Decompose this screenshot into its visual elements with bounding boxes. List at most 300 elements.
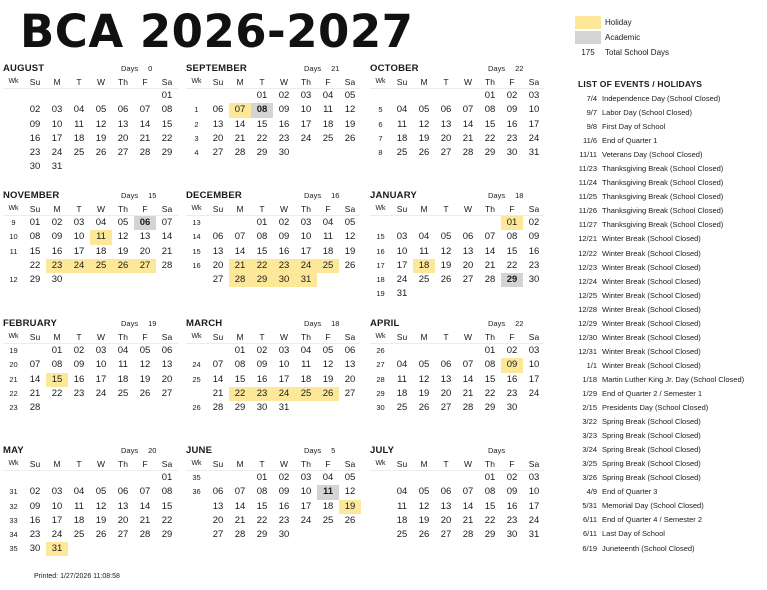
day-cell: 16 [73, 373, 85, 385]
week-number: 16 [376, 246, 385, 256]
event-description: Labor Day (School Closed) [602, 108, 693, 118]
day-cell: 20 [344, 373, 356, 385]
day-header: Sa [156, 202, 178, 216]
day-cell: 07 [161, 217, 173, 229]
event-item [578, 120, 767, 134]
week-number: 7 [378, 133, 383, 143]
week-number: 20 [9, 360, 18, 370]
day-cell: 05 [117, 217, 129, 229]
week-number: 31 [9, 487, 18, 497]
day-cell: 15 [256, 500, 268, 512]
empty-cell [90, 273, 112, 287]
event-description: Thanksgiving Break (School Closed) [602, 178, 724, 188]
day-cell: 08 [484, 486, 496, 498]
month-july [370, 443, 545, 542]
day-cell: 08 [506, 231, 518, 243]
day-cell: 02 [528, 217, 540, 229]
day-cell: 23 [29, 146, 41, 158]
academic-swatch [575, 31, 601, 44]
empty-cell [339, 401, 361, 415]
day-cell: 11 [301, 359, 311, 371]
month-days [488, 446, 515, 455]
day-cell: 14 [139, 118, 151, 130]
event-description: Thanksgiving Break (School Closed) [602, 164, 724, 174]
day-cell: 09 [278, 231, 290, 243]
day-cell: 13 [344, 359, 356, 371]
day-cell: 01 [484, 472, 496, 484]
month-name: MARCH [186, 318, 223, 329]
week-number: 35 [9, 544, 18, 554]
week-number: 28 [376, 374, 385, 384]
day-cell: 14 [234, 245, 246, 257]
event-date: 12/23 [578, 262, 597, 272]
day-cell: 03 [300, 217, 312, 229]
day-cell: 15 [506, 245, 518, 257]
day-header: M [229, 202, 251, 216]
empty-cell [112, 273, 134, 287]
event-date: 1/1 [586, 360, 597, 370]
day-header: Sa [156, 330, 178, 344]
event-description: Winter Break (School Closed) [602, 360, 701, 370]
day-cell: 11 [90, 230, 112, 244]
day-cell: 26 [95, 528, 107, 540]
month-name: NOVEMBER [3, 190, 60, 201]
day-cell: 13 [212, 500, 224, 512]
event-description: Independence Day (School Closed) [602, 94, 721, 103]
day-cell: 08 [51, 359, 63, 371]
day-cell: 24 [300, 514, 312, 526]
event-item [578, 317, 767, 331]
day-cell: 31 [396, 288, 408, 300]
month-days [121, 446, 156, 455]
day-cell: 19 [95, 132, 107, 144]
day-cell: 24 [295, 259, 317, 273]
empty-cell [134, 401, 156, 415]
day-header: Th [479, 202, 501, 216]
month-days [304, 191, 339, 200]
days-count: 21 [331, 64, 340, 73]
day-header: Su [24, 202, 46, 216]
day-cell: 07 [212, 359, 224, 371]
day-cell: 19 [322, 373, 334, 385]
event-date: 11/6 [582, 136, 597, 146]
calendar-title: BCA 2026-2027 [20, 5, 414, 58]
day-cell: 21 [234, 514, 246, 526]
event-item [578, 331, 767, 345]
month-name: APRIL [370, 318, 400, 329]
day-cell: 17 [528, 118, 540, 130]
event-date: 12/22 [578, 248, 597, 258]
day-cell: 26 [344, 259, 356, 271]
day-cell: 18 [73, 132, 85, 144]
week-number: 9 [11, 218, 16, 228]
day-cell: 17 [300, 118, 312, 130]
empty-cell [317, 401, 339, 415]
day-cell: 23 [506, 387, 518, 399]
day-cell: 16 [51, 245, 63, 257]
day-header: Sa [523, 75, 545, 89]
day-header: M [413, 202, 435, 216]
event-description: Winter Break (School Closed) [602, 346, 701, 356]
day-cell: 09 [29, 500, 41, 512]
day-cell: 13 [440, 118, 452, 130]
week-number [186, 89, 207, 103]
day-cell: 08 [256, 486, 268, 498]
week-header: Wk [186, 330, 207, 344]
day-cell: 12 [418, 500, 430, 512]
day-header: F [501, 457, 523, 471]
day-cell: 20 [212, 514, 224, 526]
week-number: 10 [9, 232, 18, 242]
day-cell: 11 [397, 500, 407, 512]
days-count: 16 [331, 191, 340, 200]
event-item [578, 443, 767, 457]
day-header: Th [295, 75, 317, 89]
day-header: Su [24, 457, 46, 471]
day-cell: 21 [484, 259, 496, 271]
empty-cell [317, 528, 339, 542]
week-header: Wk [3, 457, 24, 471]
day-cell: 10 [528, 359, 540, 371]
week-number: 21 [9, 374, 18, 384]
event-description: End of Quarter 4 / Semester 2 [602, 515, 703, 525]
week-number [370, 89, 391, 103]
day-cell: 20 [440, 514, 452, 526]
day-cell: 22 [506, 259, 518, 271]
day-cell: 20 [212, 132, 224, 144]
day-header: W [90, 330, 112, 344]
week-header: Wk [3, 75, 24, 89]
month-grid [186, 330, 361, 415]
month-days [304, 64, 339, 73]
day-cell: 16 [29, 132, 41, 144]
day-cell: 09 [278, 486, 290, 498]
day-cell: 26 [139, 387, 151, 399]
empty-cell [339, 273, 361, 287]
day-cell: 24 [528, 514, 540, 526]
day-cell: 18 [413, 259, 435, 273]
day-cell: 25 [396, 401, 408, 413]
day-cell: 14 [161, 231, 173, 243]
event-description: Martin Luther King Jr. Day (School Closed) [602, 374, 745, 384]
day-header: M [229, 457, 251, 471]
day-header: F [317, 457, 339, 471]
day-cell: 04 [117, 345, 129, 357]
month-days [488, 191, 523, 200]
event-date: 6/11 [582, 515, 597, 525]
day-cell: 26 [418, 146, 430, 158]
day-cell: 15 [256, 245, 268, 257]
event-date: 12/29 [578, 318, 597, 328]
day-cell: 16 [278, 245, 290, 257]
empty-cell [90, 542, 112, 556]
event-date: 12/31 [578, 346, 597, 356]
week-header: Wk [186, 75, 207, 89]
day-header: W [273, 330, 295, 344]
day-header: W [457, 330, 479, 344]
day-cell: 07 [462, 486, 474, 498]
day-cell: 15 [484, 118, 496, 130]
empty-cell [207, 471, 229, 485]
day-cell: 19 [95, 514, 107, 526]
day-cell: 24 [51, 528, 63, 540]
week-header: Wk [3, 202, 24, 216]
day-cell: 15 [161, 118, 173, 130]
day-cell: 21 [462, 387, 474, 399]
day-header: M [229, 330, 251, 344]
empty-cell [391, 344, 413, 358]
event-description: Spring Break (School Closed) [602, 431, 701, 441]
day-cell: 12 [117, 231, 129, 243]
month-november [3, 188, 178, 287]
day-header: T [435, 330, 457, 344]
event-description: Thanksgiving Break (School Closed) [602, 206, 724, 216]
event-item [578, 261, 767, 275]
day-cell: 01 [256, 472, 268, 484]
day-cell: 16 [506, 373, 518, 385]
empty-cell [413, 471, 435, 485]
event-description: Winter Break (School Closed) [602, 234, 701, 244]
week-number: 26 [192, 402, 201, 412]
day-cell: 20 [161, 373, 173, 385]
empty-cell [90, 471, 112, 485]
day-cell: 04 [322, 217, 334, 229]
day-cell: 24 [396, 273, 408, 285]
event-description: Winter Break (School Closed) [602, 276, 701, 286]
day-cell: 18 [73, 514, 85, 526]
day-cell: 04 [418, 231, 430, 243]
day-header: Sa [156, 75, 178, 89]
day-header: M [46, 75, 68, 89]
day-cell: 23 [29, 528, 41, 540]
day-header: M [413, 457, 435, 471]
empty-cell [68, 401, 90, 415]
day-cell: 30 [278, 146, 290, 158]
event-date: 12/28 [578, 304, 597, 314]
day-cell: 07 [139, 486, 151, 498]
month-name: OCTOBER [370, 63, 419, 74]
day-cell: 01 [234, 345, 246, 357]
day-cell: 25 [117, 387, 129, 399]
month-header [3, 443, 178, 457]
event-description: Spring Break (School Closed) [602, 417, 701, 427]
day-cell: 26 [418, 528, 430, 540]
day-cell: 13 [462, 245, 474, 257]
week-number [370, 528, 391, 542]
day-cell: 31 [528, 528, 540, 540]
day-cell: 21 [462, 514, 474, 526]
day-cell: 14 [139, 500, 151, 512]
day-cell: 13 [212, 118, 224, 130]
legend [575, 15, 765, 60]
event-description: Spring Break (School Closed) [602, 459, 701, 469]
week-number: 1 [194, 105, 199, 115]
empty-cell [435, 471, 457, 485]
day-cell: 25 [90, 259, 112, 273]
event-description: Thanksgiving Break (School Closed) [602, 220, 724, 230]
week-number [370, 216, 391, 230]
day-cell: 03 [95, 345, 107, 357]
day-cell: 31 [528, 146, 540, 158]
day-cell: 17 [300, 500, 312, 512]
empty-cell [46, 471, 68, 485]
day-header: Su [207, 75, 229, 89]
week-number [3, 118, 24, 132]
day-cell: 23 [273, 259, 295, 273]
day-header: W [457, 457, 479, 471]
days-count: 22 [515, 64, 524, 73]
empty-cell [68, 273, 90, 287]
month-header [186, 188, 361, 202]
week-number [186, 387, 207, 401]
day-header: Sa [339, 202, 361, 216]
events-list [578, 92, 767, 556]
day-cell: 27 [440, 401, 452, 413]
month-days [121, 64, 152, 73]
day-cell: 02 [29, 104, 41, 116]
day-cell: 18 [117, 373, 129, 385]
event-description: Presidents Day (School Closed) [602, 403, 709, 413]
day-cell: 18 [322, 500, 334, 512]
day-cell: 04 [396, 104, 408, 116]
day-cell: 13 [117, 118, 129, 130]
day-cell: 11 [74, 118, 84, 130]
week-number: 19 [376, 289, 385, 299]
empty-cell [156, 273, 178, 287]
day-cell: 02 [506, 472, 518, 484]
month-header [370, 61, 545, 75]
day-cell: 11 [397, 118, 407, 130]
week-number: 19 [9, 346, 18, 356]
day-cell: 20 [212, 259, 224, 271]
month-august [3, 61, 178, 174]
week-number: 4 [194, 147, 199, 157]
day-cell: 20 [117, 514, 129, 526]
empty-cell [134, 89, 156, 103]
empty-cell [68, 471, 90, 485]
empty-cell [90, 160, 112, 174]
empty-cell [112, 89, 134, 103]
day-cell: 11 [323, 231, 333, 243]
day-cell: 28 [139, 528, 151, 540]
week-number [3, 89, 24, 103]
event-date: 1/29 [582, 388, 597, 398]
day-cell: 25 [396, 146, 408, 158]
day-cell: 04 [396, 359, 408, 371]
day-cell: 02 [278, 217, 290, 229]
day-cell: 29 [251, 273, 273, 287]
event-description: Thanksgiving Break (School Closed) [602, 192, 724, 202]
day-cell: 29 [256, 146, 268, 158]
empty-cell [112, 542, 134, 556]
legend-total [575, 45, 765, 60]
days-label: Days [121, 319, 139, 328]
event-description: Winter Break (School Closed) [602, 262, 701, 272]
day-cell: 14 [462, 373, 474, 385]
day-cell: 01 [256, 217, 268, 229]
day-cell: 01 [484, 90, 496, 102]
day-cell: 06 [117, 486, 129, 498]
event-item [578, 485, 767, 499]
empty-cell [90, 401, 112, 415]
day-cell: 13 [440, 500, 452, 512]
week-number: 36 [192, 487, 201, 497]
event-item [578, 218, 767, 232]
month-header [370, 188, 545, 202]
day-cell: 03 [396, 231, 408, 243]
day-cell: 06 [212, 231, 224, 243]
empty-cell [90, 89, 112, 103]
day-cell: 05 [139, 345, 151, 357]
empty-cell [413, 89, 435, 103]
event-date: 3/24 [582, 445, 597, 455]
day-cell: 22 [161, 514, 173, 526]
empty-cell [339, 146, 361, 160]
event-item [578, 429, 767, 443]
day-cell: 13 [440, 373, 452, 385]
month-name: SEPTEMBER [186, 63, 247, 74]
day-cell: 04 [396, 486, 408, 498]
week-number: 32 [9, 501, 18, 511]
month-days [121, 319, 156, 328]
day-cell: 31 [46, 542, 68, 556]
empty-cell [229, 89, 251, 103]
day-cell: 15 [484, 500, 496, 512]
empty-cell [156, 542, 178, 556]
empty-cell [317, 273, 339, 287]
day-cell: 28 [462, 401, 474, 413]
day-cell: 02 [73, 345, 85, 357]
day-cell: 11 [323, 104, 333, 116]
day-cell: 28 [229, 273, 251, 287]
month-header [186, 61, 361, 75]
day-cell: 22 [161, 132, 173, 144]
day-cell: 08 [484, 104, 496, 116]
empty-cell [501, 287, 523, 301]
day-cell: 11 [397, 373, 407, 385]
day-header: W [273, 75, 295, 89]
day-cell: 25 [322, 514, 334, 526]
day-cell: 01 [161, 90, 173, 102]
week-number: 17 [376, 260, 385, 270]
day-cell: 31 [51, 161, 63, 173]
week-number: 30 [376, 402, 385, 412]
day-cell: 17 [95, 373, 107, 385]
day-cell: 25 [73, 528, 85, 540]
day-header: Sa [339, 457, 361, 471]
day-cell: 09 [528, 231, 540, 243]
day-cell: 01 [484, 345, 496, 357]
event-item [578, 359, 767, 373]
day-cell: 02 [29, 486, 41, 498]
event-item [578, 387, 767, 401]
day-cell: 05 [440, 231, 452, 243]
empty-cell [156, 401, 178, 415]
empty-cell [134, 273, 156, 287]
empty-cell [435, 89, 457, 103]
day-cell: 24 [273, 387, 295, 401]
week-number [186, 528, 207, 542]
day-cell: 10 [51, 500, 63, 512]
event-date: 11/27 [578, 220, 597, 230]
day-cell: 13 [212, 245, 224, 257]
event-date: 2/15 [582, 403, 597, 413]
empty-cell [207, 344, 229, 358]
event-item [578, 513, 767, 527]
event-item [578, 345, 767, 359]
holiday-swatch [575, 16, 601, 29]
day-cell: 28 [484, 273, 496, 285]
